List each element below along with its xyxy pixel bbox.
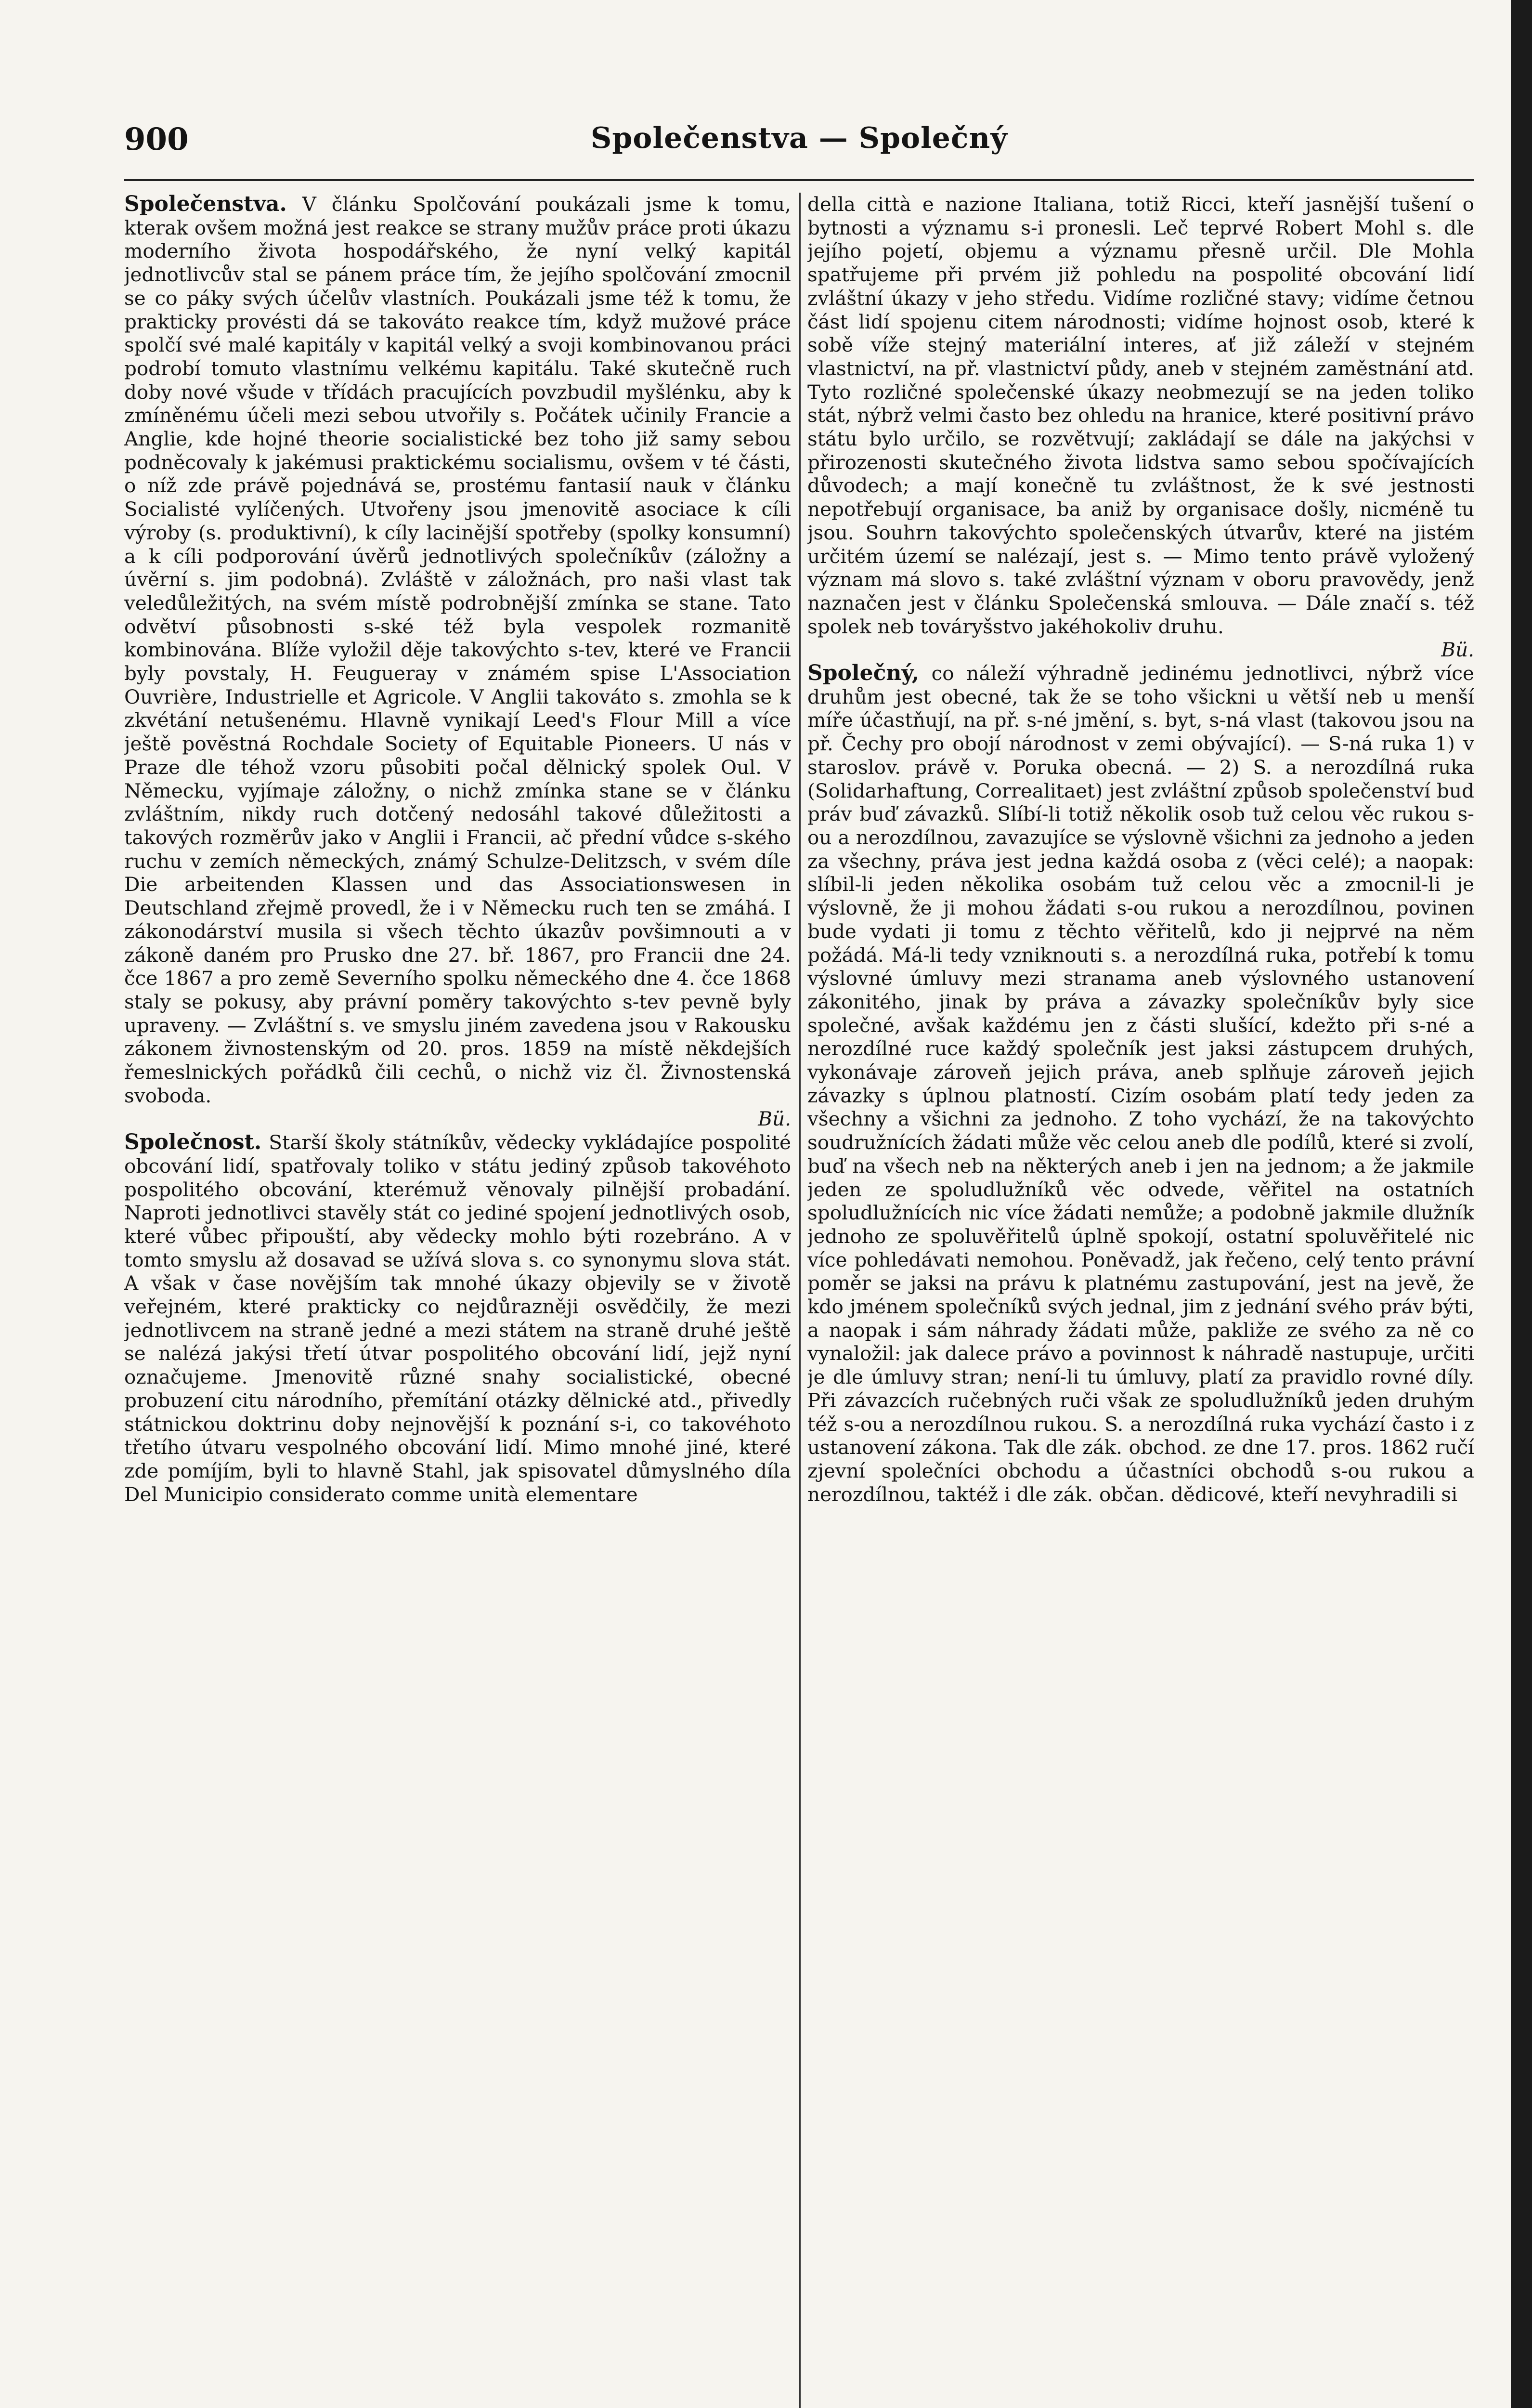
entry-spolecny bbox=[807, 662, 1474, 1506]
scan-edge bbox=[1511, 0, 1532, 2408]
entry-spolecnost bbox=[124, 1131, 791, 1506]
entry-spolecnost-continued bbox=[807, 193, 1474, 638]
entry-text: della città e nazione Italiana, totiž Ricci, kteří jasnější tušení o bytnosti a významu s-i pronesli. Leč teprvé Robert Mohl s. dle jejího pojetí, objemu a významu přesně určil. Dle Mohla spatřujeme při prvém již pohledu na pospolité obcování lidí zvláštní úkazy v jeho středu. Vidíme rozličné stavy; vidíme četnou část lidí spojenu citem národnosti; vidíme hojnost osob, které k sobě víže stejný materiální interes, ať již záleží v stejném vlastnictví, na př. vlastnictví půdy, aneb v stejném zaměstnání atd. Tyto rozličné společenské úkazy neobmezují se na jeden toliko stát, nýbrž velmi často bez ohledu na hranice, které positivní právo státu bylo určilo, se rozvětvují; zakládají se dále na jakýchsi v přirozenosti skutečného života lidstva samo sebou spočívajících důvodech; a mají konečně tu zvláštnost, že k své jestnosti nepotřebují organisace, ba aniž by organisace došly, nicméně tu jsou. Souhrn takovýchto společenských útvarův, které na jistém určitém území se nalézají, jest s. — Mimo tento právě vyložený význam má slovo s. také zvláštní význam v oboru pravovědy, jenž naznačen jest v článku Společenská smlouva. — Dále značí s. též spolek neb továryšstvo jakéhokoliv druhu. bbox=[807, 193, 1474, 638]
entry-spolecenstva bbox=[124, 193, 791, 1107]
headword: Společenstva. bbox=[124, 193, 287, 216]
page-number: 900 bbox=[124, 121, 189, 157]
page-header bbox=[124, 121, 1474, 174]
headword: Společný, bbox=[807, 661, 920, 686]
right-column bbox=[807, 193, 1474, 2408]
author-signature: Bü. bbox=[1441, 638, 1474, 662]
entry-text: Starší školy státníkův, vědecky vykládajíce pospolité obcování lidí, spatřovaly toliko v státu jediný způsob takovéhoto pospolitého obcování, kterémuž věnovaly pilnější probadání. Naproti jednotlivci stavěly stát co jediné spojení jednotlivých osob, které vůbec připouští, aby vědecky mohlo býti rozebráno. A v tomto smyslu až dosavad se užívá slova s. co synonymu slova stát. A však v čase novějším tak mnohé úkazy objevily se v životě veřejném, které prakticky co nejdůrazněji osvědčily, že mezi jednotlivcem na straně jedné a mezi státem na straně druhé ještě se nalézá jakýsi třetí útvar pospolitého obcování lidí, jejž nyní označujeme. Jmenovitě různé snahy socialistické, obecné probuzení citu národního, přemítání otázky dělnické atd., přivedly státnickou doktrinu doby nejnovější k poznání s-i, co takovéhoto třetího útvaru vespolného obcování lidí. Mimo mnohé jiné, které zde pomíjím, byli to hlavně Stahl, jak spisovatel důmyslného díla Del Municipio considerato comme unità elementare bbox=[124, 1131, 791, 1506]
header-rule bbox=[124, 179, 1474, 181]
entry-text: V článku Spolčování poukázali jsme k tomu, kterak ovšem možná jest reakce se strany mužův práce proti úkazu moderního života hospodářského, že nyní velký kapitál jednotlivcův stal se pánem práce tím, že jejího spolčování zmocnil se co páky svých účelův vlastních. Poukázali jsme též k tomu, že prakticky provésti dá se takováto reakce tím, když mužové práce spolčí své malé kapitály v kapitál velký a svoji kombinovanou práci podrobí tomuto vlastnímu velkému kapitálu. Také skutečně ruch doby nové všude v třídách pracujících povzbudil myšlénku, aby k zmíněnému účeli mezi sebou utvořily s. Počátek učinily Francie a Anglie, kde hojné theorie socialistické bez toho již samy sebou podněcovaly k jakémusi praktickému socialismu, ovšem v té části, o níž zde právě pojednává se, prostému fantasií nauk v článku Socialisté vylíčených. Utvořeny jsou jmenovitě asociace k cíli výroby (s. produktivní), k cíly lacinější spotřeby (spolky konsumní) a k cíli podporování úvěrů jednotlivých společníkův (záložny a úvěrní s. jim podobná). Zvláště v záložnách, pro naši vlast tak veledůležitých, na svém místě podrobnější zmínka se stane. Tato odvětví působnosti s-ské též byla vespolek rozmanitě kombinována. Blíže vyložil děje takovýchto s-tev, které ve Francii byly povstaly, H. Feugueray v známém spise L'Association Ouvrière, Industrielle et Agricole. V Anglii takováto s. zmohla se k zkvétání netušenému. Hlavně vynikají Leed's Flour Mill a více ještě pověstná Rochdale Society of Equitable Pioneers. U nás v Praze dle téhož vzoru působiti počal dělnický spolek Oul. V Německu, vyjímaje záložny, o nichž zmínka stane se v článku zvláštním, nikdy ruch dotčený nedosáhl takové důležitosti a takových rozměrův jako v Anglii i Francii, ač přední vůdce s-ského ruchu v zemích německých, známý Schulze-Delitzsch, v svém díle Die arbeitenden Klassen und das Associationswesen in Deutschland zřejmě provedl, že i v Německu ruch ten se zmáhá. I zákonodárství musila si všech těchto úkazův povšimnouti a v zákoně daném pro Prusko dne 27. bř. 1867, pro Francii dne 24. čce 1867 a pro země Severního spolku německého dne 4. čce 1868 staly se pokusy, aby právní poměry takovýchto s-tev pevně byly upraveny. — Zvláštní s. ve smyslu jiném zavedena jsou v Rakousku zákonem živnostenským od 20. pros. 1859 na místě někdejších řemeslnických pořádků čili cechů, o nichž viz čl. Živnostenská svoboda. bbox=[124, 193, 791, 1107]
author-signature: Bü. bbox=[758, 1107, 791, 1131]
running-head: Společenstva — Společný bbox=[591, 121, 1008, 155]
entry-text: co náleží výhradně jedinému jednotlivci, nýbrž více druhům jest obecné, tak že se toho všickni u větší neb u menší míře účastňují, na př. s-né jmění, s. byt, s-ná vlast (takovou jsou na př. Čechy pro obojí národnost v zemi obývající). — S-ná ruka 1) v staroslov. právě v. Poruka obecná. — 2) S. a nerozdílná ruka (Solidarhaftung, Correalitaet) jest zvláštní způsob společenství buď práv buď závazků. Slíbí-li totiž několik osob tuž celou věc rukou s-ou a nerozdílnou, zavazujíce se výslovně všichni za jednoho a jeden za všechny, práva jest jedna každá osoba z (věci celé); a naopak: slíbil-li jeden několika osobám tuž celou věc a zmocnil-li je výslovně, že ji mohou žádati s-ou rukou a nerozdílnou, povinen bude vydati ji tomu z těchto věřitelů, kdo ji nejprvé na něm požádá. Má-li tedy vzniknouti s. a nerozdílná ruka, potřebí k tomu výslovné úmluvy mezi stranama aneb výslovného ustanovení zákonitého, jinak by práva a závazky společníkův byly sice společné, avšak každému jen z části slušící, kdežto při s-né a nerozdílné ruce každý společník jest jaksi zástupcem druhých, vykonávaje zároveň jejich práva, aneb splňuje zároveň jejich závazky s úplnou platností. Cizím osobám platí tedy jeden za všechny a všichni za jednoho. Z toho vychází, že na takovýchto soudružnících žádati může věc celou aneb dle podílů, které si zvolí, buď na všech neb na některých aneb i jen na jednom; a že jakmile jeden ze spoludlužníků věc odvede, věřitel na ostatních spoludlužnících nic více žádati nemůže; a podobně jakmile dlužník jednoho ze spoluvěřitelů úplně spokojí, ostatní spoluvěřitelé nic více pohledávati nemohou. Poněvadž, jak řečeno, celý tento právní poměr se jaksi na právu k platnému zastupování, jest na jevě, že kdo jménem společníků svých jednal, jim z jednání svého práv býti, a naopak i sám náhrady žádati může, pakliže ze svého za ně co vynaložil: jak dalece právo a povinnost k náhradě nastupuje, určiti je dle úmluvy stran; není-li tu úmluvy, platí za pravidlo rovné díly. Při závazcích ručebných ruči však ze spoludlužníků jeden druhým též s-ou a nerozdílnou rukou. S. a nerozdílná ruka vychází často i z ustanovení zákona. Tak dle zák. obchod. ze dne 17. pros. 1862 ručí zjevní společníci obchodu a účastníci obchodů s-ou rukou a nerozdílnou, taktéž i dle zák. občan. dědicové, kteří nevyhradili si bbox=[807, 662, 1474, 1506]
headword: Společnost. bbox=[124, 1130, 262, 1155]
left-column bbox=[124, 193, 791, 2408]
column-divider bbox=[799, 193, 801, 2408]
